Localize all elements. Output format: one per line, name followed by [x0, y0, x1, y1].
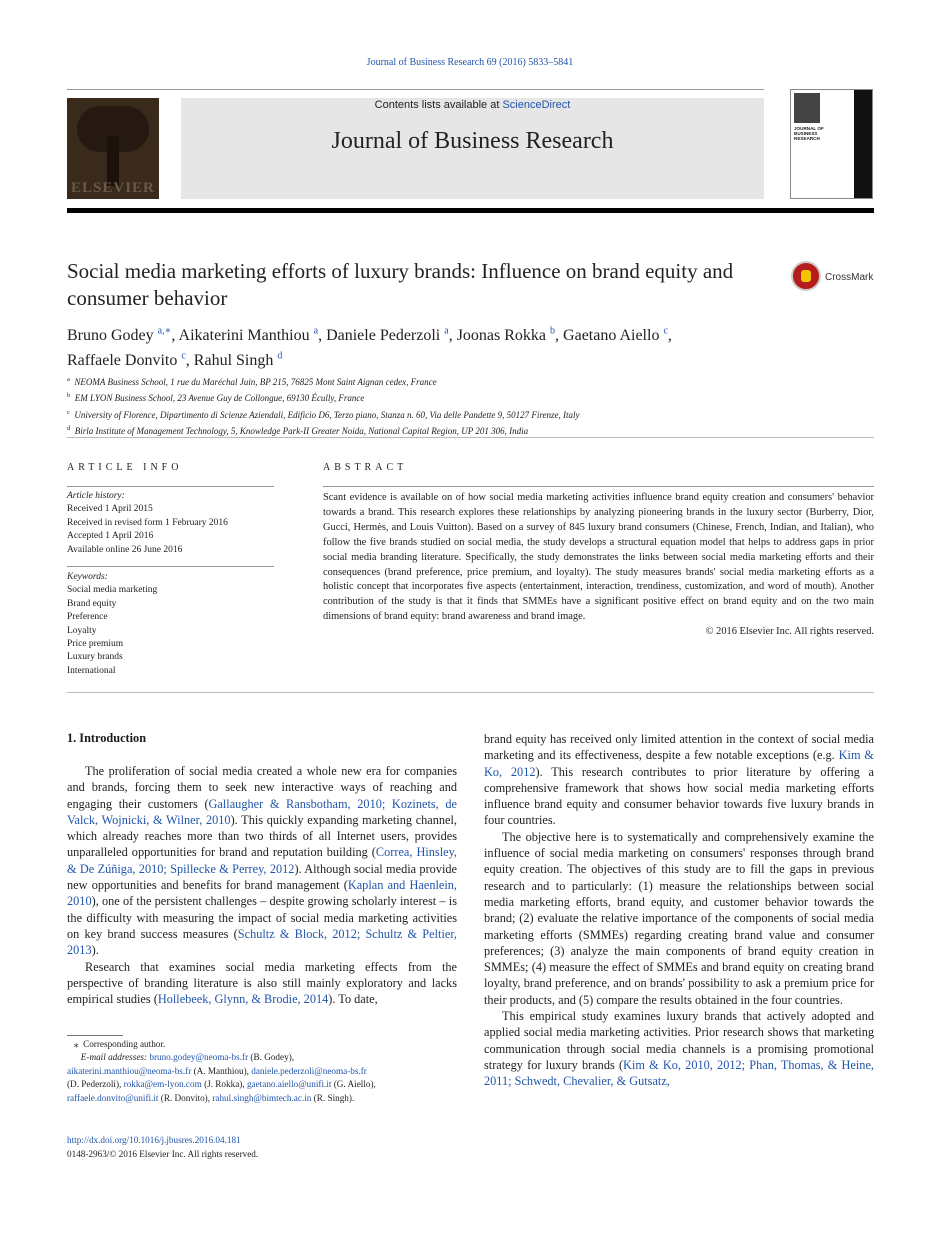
article-history [67, 490, 274, 557]
keyword: Price premium [67, 639, 124, 650]
crossmark-label: CrossMark [825, 272, 874, 283]
article-title: Social media marketing efforts of luxury brands: Influence on brand equity and consumer behavior [67, 259, 734, 310]
keywords-label: Keywords: [67, 572, 108, 582]
author-affil-link[interactable]: c [181, 350, 186, 362]
cover-stripe [854, 90, 872, 198]
paragraph-text: Research that examines social media marketing effects from the perspective of branding literature is also still mainly exploratory and lacks empirical studies ( [67, 959, 457, 1007]
author-affil-link[interactable]: b [550, 326, 556, 337]
footnotes [67, 1038, 462, 1105]
email-link[interactable]: bruno.godey@neoma-bs.fr [149, 1052, 249, 1063]
divider [67, 692, 874, 693]
keyword: International [67, 665, 116, 676]
paragraph-text: The objective here is to systematically and comprehensively examine the influence of social media marketing on consumers' responses through brand equity creation. The objectives of this study are to fill the gaps in previous research and to particularly: (1) measure the relationships between social media marketing efforts, brand equity, and customer behavior towards the brand; (2) evaluate the relative importance of the components of social media marketing efforts (SMMEs) regarding creating brand value and consumer preferences; (3) analyze the main components of brand equity creation in SMMEs; (4) measure the effect of SMMEs and brand equity on creating brand loyalty, brand preference, and on brands' possibility to ask a premium price for their products, and (5) compare the results obtained in the four countries. [484, 829, 874, 1007]
author: Rahul Singh $^d$ [193, 350, 283, 369]
paragraph-text: ), one of the persistent challenges – despite growing scholarly interest – is the difficulty with measuring the impact of social media marketing activities on key brand success measures ( [67, 894, 457, 941]
email-link[interactable]: rokka@em-lyon.com [123, 1079, 202, 1090]
email-list: E-mail addresses: bruno.godey@neoma-bs.fr (B. Godey), aikaterini.manthiou@neoma-bs.fr (A. Manthiou), daniele.pederzoli@neoma-bs.fr (D. Pederzoli), rokka@em-lyon.com (J. Rokka), gaetano.aiello@unifi.it (G. Aiello), raffaele.donvito@unifi.it (R. Donvito), rahul.singh@bimtech.ac.in (R. Singh). [67, 1052, 376, 1103]
citation-link[interactable]: Kaplan and Haenlein, 2010 [67, 878, 457, 909]
abstract [323, 491, 874, 640]
author: Daniele Pederzoli $^a$, [326, 326, 457, 345]
affiliation: $^c$ University of Florence, Dipartimento di Scienze Aziendali, Edificio D6, Terzo piano, Stanza n. 60, Via delle Pandette 9, 50127 Firenze, Italy [67, 408, 580, 420]
citation-link[interactable]: Gallaugher & Ransbotham, 2010; Kozinets, de Valck, Wojnicki, & Wilner, 2010 [67, 796, 457, 827]
divider [67, 566, 274, 567]
abstract-heading: ABSTRACT [323, 462, 408, 473]
doi-link[interactable]: http://dx.doi.org/10.1016/j.jbusres.2016.04.181 [67, 1135, 241, 1145]
email-link[interactable]: daniele.pederzoli@neoma-bs.fr [251, 1065, 367, 1076]
paragraph-text: ). This research contributes to prior literature by offering a comprehensive framework that shows how social media marketing efforts influence brand equity and consumer behavior towards five luxury brands in four countries. [484, 764, 874, 828]
footnote-rule [67, 1035, 123, 1036]
keyword: Social media marketing [67, 585, 158, 596]
paragraph [67, 763, 457, 959]
author-affil-link[interactable]: a [313, 326, 319, 337]
elsevier-logo [67, 98, 159, 199]
keyword: Loyalty [67, 625, 97, 636]
article-info-heading: ARTICLE INFO [67, 462, 183, 473]
paragraph-text: ). This quickly expanding marketing channel, which already reaches more than two thirds of all Internet users, provides unparalleled opportunities for brand and reputation building ( [67, 812, 457, 860]
divider [67, 437, 874, 438]
header-rule [67, 89, 764, 90]
page-footer [67, 1134, 258, 1161]
history-item: Received 1 April 2015 [67, 504, 153, 515]
paragraph-text: ). [91, 943, 99, 958]
publisher-logo-text: ELSEVIER [71, 180, 155, 196]
email-link[interactable]: rahul.singh@bimtech.ac.in [212, 1092, 312, 1103]
author-affil-link[interactable]: d [277, 350, 283, 362]
history-item: Accepted 1 April 2016 [67, 531, 154, 542]
citation-link[interactable]: Correa, Hinsley, & De Zúñiga, 2010; Spillecke & Perrey, 2012 [67, 845, 457, 876]
email-link[interactable]: raffaele.donvito@unifi.it [67, 1092, 159, 1103]
corresponding-note: ⁎ Corresponding author. [67, 1039, 166, 1049]
author-affil-link[interactable]: a,∗ [157, 326, 172, 337]
keyword: Luxury brands [67, 652, 123, 663]
crossmark-icon [791, 261, 821, 291]
journal-citation[interactable]: Journal of Business Research 69 (2016) 5833–5841 [366, 57, 574, 68]
issn-line: 0148-2963/© 2016 Elsevier Inc. All rights reserved. [67, 1148, 259, 1159]
paragraph-text: brand equity has received only limited attention in the context of social media marketing and its effectiveness, despite a few notable exceptions (e.g. [484, 732, 874, 763]
author: Aikaterini Manthiou $^a$, [178, 326, 327, 345]
crossmark-button[interactable] [791, 261, 891, 295]
citation-link[interactable]: Kim & Ko, 2012 [484, 748, 874, 779]
citation-link[interactable]: Hollebeek, Glynn, & Brodie, 2014 [157, 992, 329, 1007]
masthead-rule [67, 208, 874, 213]
paragraph [67, 959, 457, 1008]
history-label: Article history: [67, 491, 125, 501]
citation-link[interactable]: Schultz & Block, 2012; Schultz & Peltier, 2013 [67, 926, 457, 958]
sciencedirect-link[interactable]: ScienceDirect [502, 99, 571, 111]
affiliation: $^b$ EM LYON Business School, 23 Avenue Guy de Collongue, 69130 Écully, France [67, 392, 365, 404]
email-label: E-mail addresses: [80, 1052, 148, 1063]
section-heading: 1. Introduction [67, 731, 147, 745]
paragraph-text: ). To date, [328, 992, 378, 1007]
author-list [67, 322, 767, 371]
affiliations [67, 373, 827, 438]
author-affil-link[interactable]: a [444, 326, 449, 337]
history-item: Received in revised form 1 February 2016 [67, 517, 228, 528]
author-affil-link[interactable]: c [663, 326, 668, 337]
tree-trunk [107, 136, 119, 186]
divider [67, 486, 274, 487]
author: Bruno Godey $^{a,∗}$, [67, 326, 179, 345]
body-column-left [67, 763, 457, 1007]
paragraph [484, 829, 874, 1008]
abstract-text: Scant evidence is available on of how social media marketing activities influence brand equity creation and consumers' behavior towards a brand. This research explores these relationships by analyzing pioneering brands in the luxury sector (Burberry, Dior, Gucci, Hermès, and Louis Vuitton). Based on a survey of 845 luxury brand consumers (Chinese, French, Indian, and Italian), who follow the five brands studied on social media, the study develops a structural equation model that helps to address gaps in prior social media branding literature. Specifically, the study demonstrates the links between social media marketing efforts and their consequences (brand preference, price premium, and loyalty). The study measures brands' social media marketing efforts as a holistic concept that incorporates five aspects (entertainment, interaction, trendiness, customization, and word of mouth). Another contribution of the study is that it finds that SMMEs have a significant positive effect on brand equity and on the two main dimensions of brand equity: brand awareness and brand image. [323, 492, 874, 623]
author: Gaetano Aiello $^c$, [563, 326, 672, 345]
paragraph-text: The proliferation of social media created a whole new era for companies and brands, forcing them to seek new interactive ways of reaching and engaging their customers ( [67, 764, 457, 811]
contents-prefix: Contents lists available at [374, 99, 503, 111]
citation-link[interactable]: Kim & Ko, 2010, 2012; Phan, Thomas, & Heine, 2011; Schwedt, Chevalier, & Gutsatz, [484, 1057, 874, 1089]
keywords [67, 571, 274, 678]
cover-image [794, 93, 820, 123]
author: Raffaele Donvito $^c$, [67, 350, 194, 369]
keyword: Brand equity [67, 598, 117, 609]
journal-masthead [181, 98, 764, 199]
email-link[interactable]: aikaterini.manthiou@neoma-bs.fr [67, 1065, 192, 1076]
email-link[interactable]: gaetano.aiello@unifi.it [246, 1079, 332, 1090]
keyword: Preference [67, 612, 108, 623]
abstract-copyright: © 2016 Elsevier Inc. All rights reserved. [705, 626, 874, 638]
history-item: Available online 26 June 2016 [67, 544, 183, 555]
body-column-right [484, 731, 874, 1090]
contents-line [181, 99, 764, 111]
affiliation: $^d$ Birla Institute of Management Technology, 5, Knowledge Park-II Greater Noida, National Capital Region, UP 201 306, India [67, 424, 529, 436]
paragraph [484, 731, 874, 829]
paragraph-text: This empirical study examines luxury brands that actively adopted and applied social media marketing activities. Prior research shows that marketing communication through social media channels is a promising promotional strategy for luxury brands ( [484, 1009, 874, 1072]
author: Joonas Rokka $^b$, [456, 326, 564, 345]
cover-title: JOURNAL OF BUSINESS RESEARCH [794, 126, 824, 141]
paragraph-text: ). Although social media provide new opportunities and benefits for brand management ( [67, 861, 458, 893]
paragraph [484, 1008, 874, 1089]
journal-name: Journal of Business Research [331, 128, 614, 154]
divider [323, 486, 874, 487]
affiliation: $^a$ NEOMA Business School, 1 rue du Maréchal Juin, BP 215, 76825 Mont Saint Aignan cedex, France [67, 376, 437, 387]
journal-cover-thumbnail [790, 89, 873, 199]
